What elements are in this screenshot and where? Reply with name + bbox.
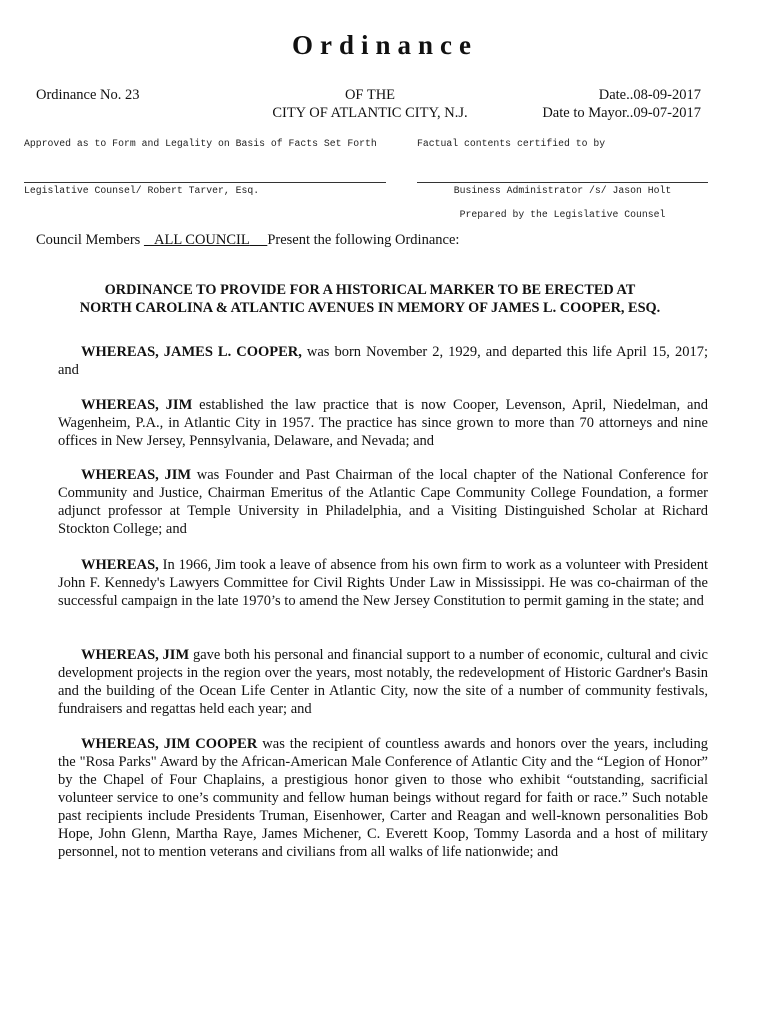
of-the-label: OF THE: [344, 87, 396, 103]
whereas-paragraph-4: WHEREAS, In 1966, Jim took a leave of absence from his own firm to work as a volunteer with President John F. Kennedy's Lawyers Committee for Civil Rights Under Law in Mississippi. He was co-chairman of the successful campaign in the late 1970’s to amend the New Jersey Constitution to permit gaming in the state; and: [58, 557, 708, 609]
whereas-paragraph-2: WHEREAS, JIM established the law practice that is now Cooper, Levenson, April, Niedelman, and Wagenheim, P.A., in Atlantic City in 1957. The practice has since grown to more than 70 attorneys and nine offices in New Jersey, Pennsylvania, Delaware, and Nevada; and: [58, 397, 708, 449]
whereas-paragraph-1: WHEREAS, JAMES L. COOPER, was born November 2, 1929, and departed this life April 15, 2017; and: [58, 344, 708, 378]
document-title: Ordinance: [291, 30, 478, 60]
council-members-line: [36, 232, 459, 249]
ordinance-number: Ordinance No. 23: [36, 87, 140, 103]
city-name: CITY OF ATLANTIC CITY, N.J.: [272, 105, 468, 121]
council-members-value: ALL COUNCIL: [154, 232, 250, 248]
approval-form-label: Approved as to Form and Legality on Basis of Facts Set Forth: [24, 138, 377, 149]
legal-signature-line: [24, 182, 386, 183]
legislative-counsel-signer: Legislative Counsel/ Robert Tarver, Esq.: [24, 185, 260, 196]
ordinance-date: Date..08-09-2017: [598, 87, 701, 103]
heading-line-2: NORTH CAROLINA & ATLANTIC AVENUES IN MEMORY OF JAMES L. COOPER, ESQ.: [79, 300, 661, 316]
business-administrator-signer: Business Administrator /s/ Jason Holt: [453, 185, 672, 196]
council-prefix: Council Members: [36, 232, 144, 248]
prepared-by-label: Prepared by the Legislative Counsel: [459, 209, 666, 220]
whereas-paragraph-3: WHEREAS, JIM was Founder and Past Chairman of the local chapter of the National Conference for Community and Justice, Chairman Emeritus of the Atlantic Cape Community College Foundation, a former adjunct professor at Temple University in Philadelphia, and a Visiting Distinguished Scholar at Richard Stockton College; and: [58, 467, 708, 537]
ordinance-heading: [40, 281, 700, 317]
heading-line-1: ORDINANCE TO PROVIDE FOR A HISTORICAL MARKER TO BE ERECTED AT: [104, 282, 636, 298]
whereas-paragraph-6: WHEREAS, JIM COOPER was the recipient of countless awards and honors over the years, including the "Rosa Parks" Award by the African-American Male Conference of Atlantic City and the “Legion of Honor” by the Chapel of Four Chaplains, a prestigious honor given to those who exhibit “outstanding, sacrificial volunteer service to one’s community and fellow human beings without regard for faith or race.” Such notable past recipients include Presidents Truman, Eisenhower, Carter and Reagan and well-known personalities Bob Hope, John Glenn, Martha Raye, James Michener, C. Everett Koop, Tommy Lasorda and a host of military personnel, not to mention veterans and civilians from all walks of life nationwide; and: [58, 736, 708, 860]
whereas-paragraph-5: WHEREAS, JIM gave both his personal and financial support to a number of economic, cultural and civic development projects in the region over the years, most notably, the redevelopment of Historic Gardner's Basin and the building of the Ocean Life Center in Atlantic City, now the site of a number of community festivals, fundraisers and regattas held each year; and: [58, 647, 708, 717]
date-to-mayor: Date to Mayor..09-07-2017: [542, 105, 701, 121]
council-suffix: Present the following Ordinance:: [267, 232, 460, 248]
admin-signature-line: [417, 182, 708, 183]
factual-contents-label: Factual contents certified to by: [417, 138, 606, 149]
